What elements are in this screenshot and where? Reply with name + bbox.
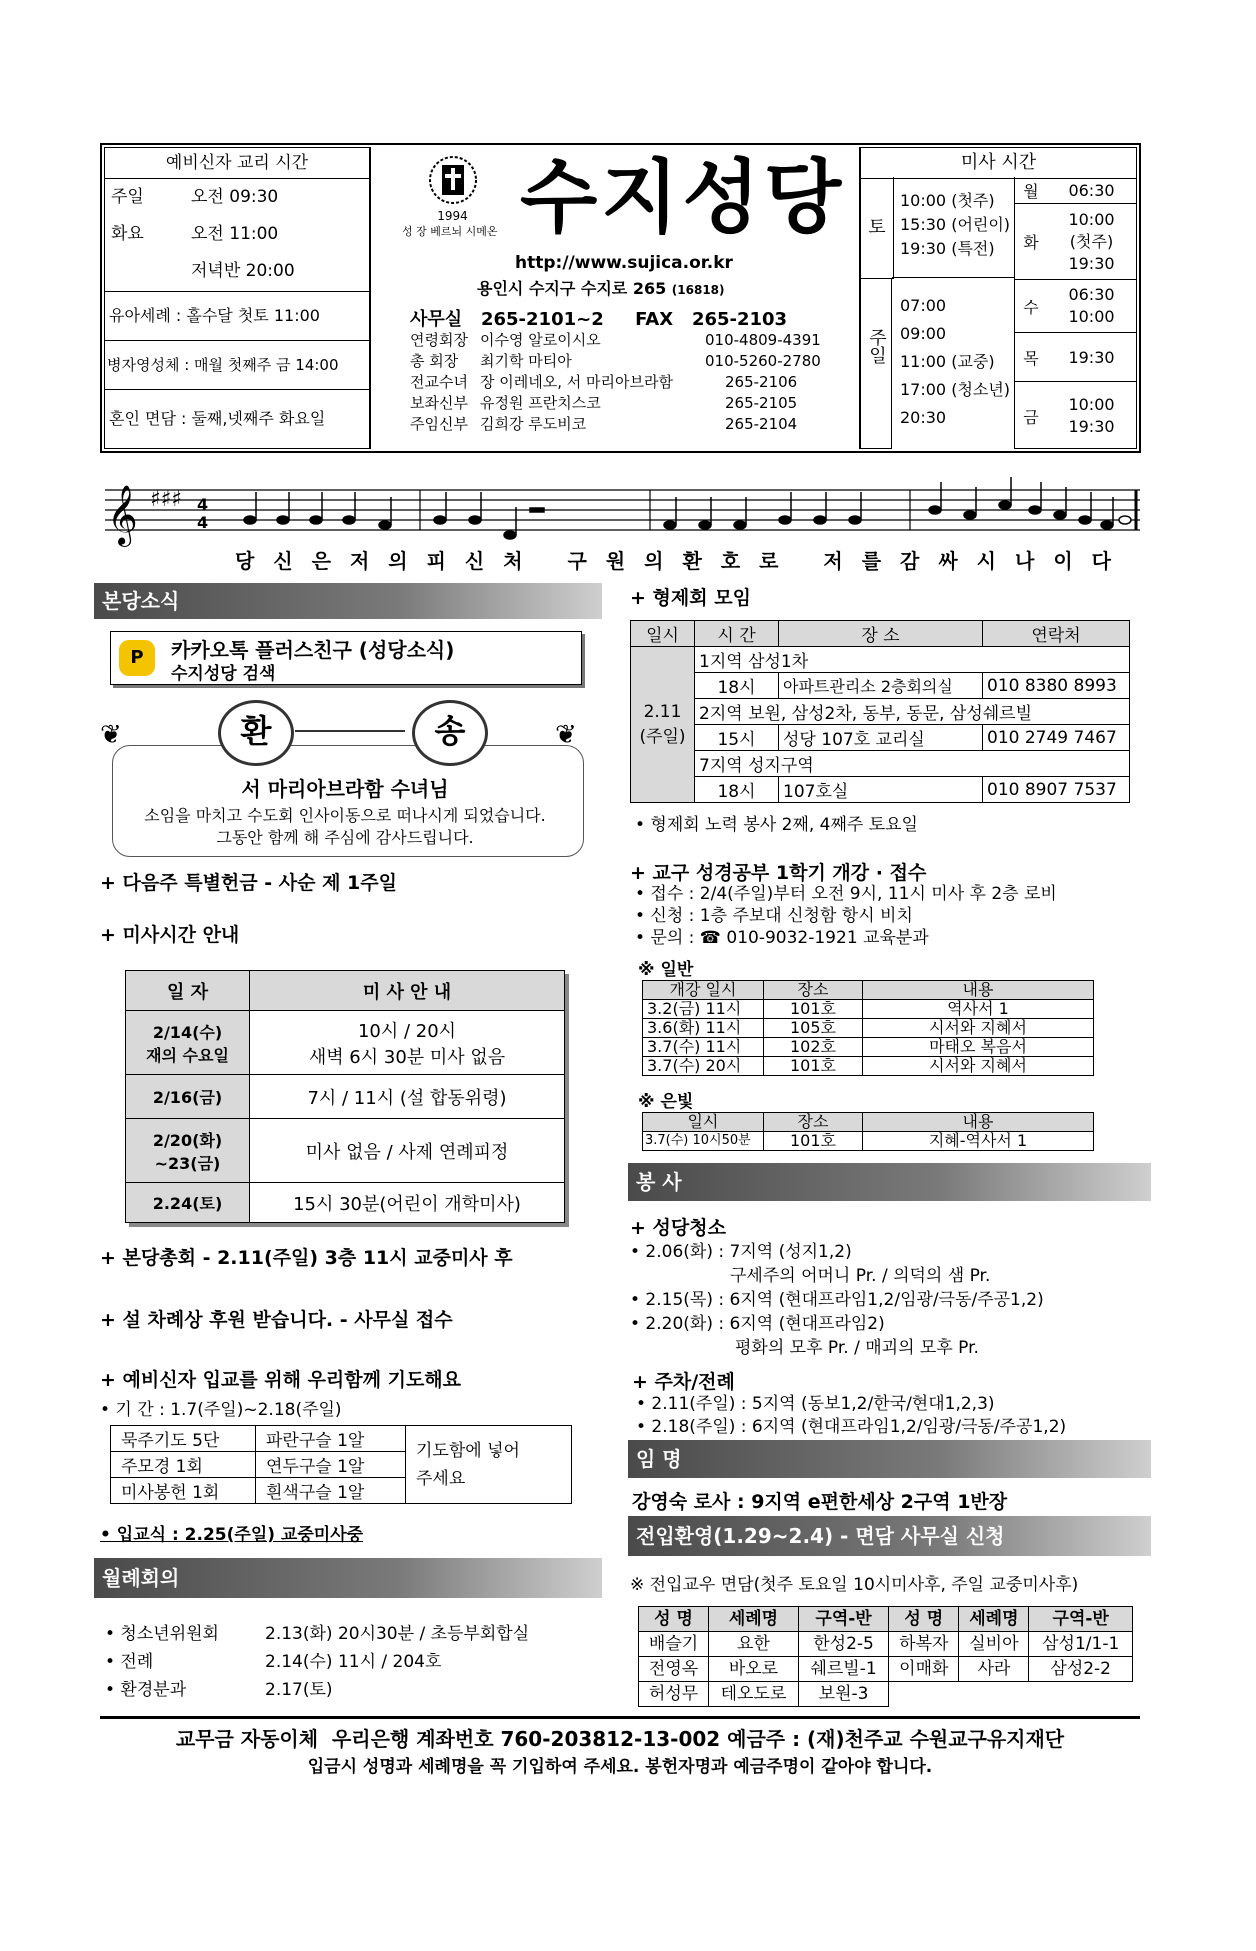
cleaning-item: • 2.15(목) : 6지역 (현대프라임1,2/임광/극동/주공1,2)	[630, 1290, 1044, 1310]
welcome-cell: 테오도로	[709, 1682, 799, 1707]
staff-phone: 010-4809-4391	[705, 331, 821, 349]
weekday-time: 19:30	[1068, 417, 1115, 436]
monthly-name: • 환경분과	[105, 1680, 187, 1700]
silver-class-label: ※ 은빛	[638, 1092, 694, 1112]
sunday-label-text: 주일	[866, 328, 887, 364]
appointment-text: 강영숙 로사 : 9지역 e편한세상 2구역 1반장	[632, 1491, 1008, 1513]
notice-info: 7시 / 11시 (설 합동위령)	[250, 1075, 565, 1119]
prayer-note-line: 주세요	[416, 1468, 466, 1489]
class-content: 시서와 지혜서	[863, 1057, 1094, 1076]
catechism-title: 예비신자 교리 시간	[104, 147, 370, 179]
table-header: 장소	[764, 1113, 863, 1132]
brothers-phone: 010 8907 7537	[983, 777, 1130, 803]
mass-time-title: 미사 시간	[860, 147, 1137, 179]
notice-info: 15시 30분(어린이 개학미사)	[250, 1183, 565, 1223]
bible-info-line: • 신청 : 1층 주보대 신청함 항시 비치	[635, 906, 913, 926]
prayer-bead: 파란구슬 1알	[256, 1426, 406, 1452]
office-phone: 265-2101~2	[480, 309, 604, 330]
section-header-news: 본당소식	[94, 583, 602, 619]
class-date: 3.7(수) 10시50분	[643, 1132, 764, 1151]
fax-number: 265-2103	[691, 309, 788, 330]
notice-info: 미사 없음 / 사제 연례피정	[250, 1119, 565, 1183]
farewell-right-word: 송	[434, 712, 466, 750]
table-header: 개강 일시	[643, 981, 764, 1000]
welcome-cell: 보원-3	[798, 1682, 888, 1707]
welcome-table	[638, 1606, 1133, 1707]
section-header-service: 봉 사	[628, 1163, 1151, 1201]
weekday-time: 10:00	[1068, 209, 1115, 229]
welcome-cell: 요한	[709, 1632, 799, 1657]
welcome-cell: 사라	[959, 1657, 1029, 1682]
footer-account: 교무금 자동이체 우리은행 계좌번호 760-203812-13-002 예금주 : (재)천주교 수원교구유지재단	[175, 1727, 1065, 1751]
church-box-border	[370, 147, 860, 449]
prayer-table	[110, 1425, 572, 1504]
table-header: 일시	[631, 621, 695, 647]
table-header: 장소	[764, 981, 863, 1000]
table-header: 구역-반	[798, 1607, 888, 1632]
bible-info-line: • 접수 : 2/4(주일)부터 오전 9시, 11시 미사 후 2층 로비	[635, 884, 1057, 904]
table-header: 내용	[863, 1113, 1094, 1132]
cleaning-title: + 성당청소	[630, 1217, 726, 1239]
sun-mass-time: 09:00	[900, 324, 947, 343]
svg-text:𝄞: 𝄞	[107, 485, 138, 545]
welcome-cell: 전영옥	[639, 1657, 709, 1682]
silver-class-table	[642, 1112, 1094, 1151]
welcome-cell: 삼성2-2	[1029, 1657, 1133, 1682]
mass-notice-title: + 미사시간 안내	[100, 924, 240, 946]
cleaning-item: • 2.06(화) : 7지역 (성지1,2)	[630, 1242, 852, 1262]
parking-title: + 주차/전례	[632, 1371, 735, 1393]
welcome-cell: 쉐르빌-1	[798, 1657, 888, 1682]
ribbon-left-icon: ❦	[100, 720, 122, 750]
staff-role: 보좌신부	[410, 394, 468, 412]
class-content: 역사서 1	[863, 1000, 1094, 1019]
brothers-date	[631, 647, 695, 803]
sunday-label	[860, 278, 892, 449]
weekday-time: 06:30	[1068, 180, 1115, 200]
office-label: 사무실	[410, 309, 463, 330]
staff-name: 최기학 마티아	[480, 352, 572, 370]
svg-text:4: 4	[197, 513, 209, 532]
prayer-note-line: 기도함에 넣어	[416, 1440, 520, 1461]
notice-date: 2.24(토)	[126, 1183, 250, 1223]
farewell-left-word: 환	[240, 712, 272, 750]
brothers-date-line: 2.11	[643, 702, 682, 722]
weekday-time: 10:00	[1068, 395, 1115, 414]
parking-list	[636, 1393, 1066, 1439]
brothers-region: 1지역 삼성1차	[695, 647, 1130, 673]
class-room: 105호	[764, 1019, 863, 1038]
ribbon-right-icon: ❦	[555, 720, 577, 750]
brothers-table	[630, 620, 1130, 803]
welcome-cell: 배슬기	[639, 1632, 709, 1657]
prayer-bead: 흰색구슬 1알	[256, 1478, 406, 1504]
sun-mass-time: 17:00 (청소년)	[900, 380, 1011, 399]
staff-name: 이수영 알로이시오	[480, 331, 601, 349]
staff-phone: 265-2104	[725, 415, 798, 433]
church-name: 수지성당	[520, 151, 846, 244]
farewell-card	[100, 700, 590, 860]
prayer-title: + 예비신자 입교를 위해 우리함께 기도해요	[100, 1369, 462, 1391]
table-header: 구역-반	[1029, 1607, 1133, 1632]
brothers-time: 15시	[695, 725, 779, 751]
brothers-region: 7지역 성지구역	[695, 751, 1130, 777]
kakao-box	[110, 631, 582, 685]
wreath-right-icon	[412, 700, 488, 766]
brothers-time: 18시	[695, 777, 779, 803]
sat-mass-time: 10:00 (첫주)	[900, 191, 995, 210]
class-date: 3.2(금) 11시	[643, 1000, 764, 1019]
notice-date: 2/16(금)	[126, 1075, 250, 1119]
welcome-cell: 허성무	[639, 1682, 709, 1707]
staff-phone: 265-2105	[725, 394, 798, 412]
bible-study-title: + 교구 성경공부 1학기 개강 · 접수	[630, 862, 927, 884]
sat-mass-time: 15:30 (어린이)	[900, 215, 1011, 234]
kakao-title: 카카오톡 플러스친구 (성당소식)	[171, 638, 455, 662]
notice-info	[250, 1011, 565, 1075]
class-content: 시서와 지혜서	[863, 1019, 1094, 1038]
welcome-cell: 삼성1/1-1	[1029, 1632, 1133, 1657]
table-header: 미 사 안 내	[250, 971, 565, 1011]
cleaning-sub: 평화의 모후 Pr. / 매괴의 모후 Pr.	[735, 1338, 979, 1358]
kakao-plus-icon: P	[119, 640, 155, 676]
monthly-info: 2.13(화) 20시30분 / 초등부회합실	[265, 1624, 530, 1644]
saturday-label: 토	[860, 177, 894, 279]
section-header-welcome: 전입환영(1.29~2.4) - 면담 사무실 신청	[628, 1516, 1151, 1556]
brothers-place: 107호실	[779, 777, 983, 803]
table-header: 세례명	[709, 1607, 799, 1632]
marriage-interview: 혼인 면담 : 둘째,넷째주 화요일	[104, 390, 370, 449]
weekday-time: 10:00	[1068, 307, 1115, 326]
catechism-day: 주일	[111, 187, 144, 207]
staff-role: 주임신부	[410, 415, 468, 433]
farewell-message: 소임을 마치고 수도회 인사이동으로 떠나시게 되었습니다.	[144, 806, 546, 825]
wreath-left-icon	[218, 700, 294, 766]
weekday-label: 화	[1023, 233, 1039, 252]
weekday-time: 19:30	[1068, 347, 1115, 367]
weekday-time: 06:30	[1068, 285, 1115, 304]
seollal-support: + 설 차례상 후원 받습니다. - 사무실 접수	[100, 1309, 453, 1331]
section-header-appointment: 임 명	[628, 1440, 1151, 1478]
sick-communion: 병자영성체 : 매월 첫째주 금 14:00	[104, 341, 370, 390]
prayer-bead: 연두구슬 1알	[256, 1452, 406, 1478]
brothers-region: 2지역 보원, 삼성2차, 동부, 동문, 삼성쉐르빌	[695, 699, 1130, 725]
brothers-title: + 형제회 모임	[630, 587, 751, 609]
farewell-name: 서 마리아브라함 수녀님	[241, 777, 449, 801]
staff-phone: 010-5260-2780	[705, 352, 821, 370]
brothers-time: 18시	[695, 673, 779, 699]
weekday-label: 목	[1023, 348, 1039, 368]
table-header: 장 소	[779, 621, 983, 647]
brothers-place: 아파트관리소 2층회의실	[779, 673, 983, 699]
staff-name: 유정원 프란치스코	[480, 394, 601, 412]
zip-code: (16818)	[671, 283, 725, 297]
weekday-label: 수	[1023, 297, 1039, 317]
bible-study-info	[635, 883, 1057, 949]
notice-info-line: 10시 / 20시	[357, 1020, 457, 1042]
bible-info-line: • 문의 : ☎ 010-9032-1921 교육분과	[635, 928, 929, 948]
cleaning-list	[630, 1240, 1044, 1360]
catechism-day: 화요	[111, 224, 144, 244]
sun-mass-time: 11:00 (교중)	[900, 352, 995, 371]
entry-ceremony: • 입교식 : 2.25(주일) 교중미사중	[100, 1525, 364, 1545]
address-text: 용인시 수지구 수지로 265	[477, 279, 667, 298]
svg-text:♯♯♯: ♯♯♯	[150, 487, 182, 512]
welcome-cell: 하복자	[889, 1632, 959, 1657]
general-class-label: ※ 일반	[638, 960, 694, 980]
sun-mass-time: 07:00	[900, 296, 947, 315]
staff-role: 총 회장	[410, 352, 459, 370]
church-url: http://www.sujica.or.kr	[515, 253, 733, 273]
farewell-message: 그동안 함께 해 주심에 감사드립니다.	[216, 828, 474, 847]
prayer-item: 주모경 1회	[111, 1452, 256, 1478]
welcome-cell: 이매화	[889, 1657, 959, 1682]
farewell-divider	[295, 730, 405, 732]
prayer-note	[406, 1426, 572, 1504]
monthly-list	[105, 1620, 529, 1704]
table-header: 내용	[863, 981, 1094, 1000]
staff-phone: 265-2106	[725, 373, 798, 391]
table-header: 성 명	[639, 1607, 709, 1632]
notice-date-line: 2/14(수)	[152, 1022, 223, 1042]
table-header: 성 명	[889, 1607, 959, 1632]
sat-mass-time: 19:30 (특전)	[900, 239, 995, 258]
table-header: 일시	[643, 1113, 764, 1132]
brothers-phone: 010 2749 7467	[983, 725, 1130, 751]
catechism-time: 오전 11:00	[191, 224, 279, 244]
cleaning-item: • 2.20(화) : 6지역 (현대프라임2)	[630, 1314, 885, 1334]
general-meeting: + 본당총회 - 2.11(주일) 3층 11시 교중미사 후	[100, 1247, 513, 1269]
prayer-item: 묵주기도 5단	[111, 1426, 256, 1452]
welcome-cell: 바오로	[709, 1657, 799, 1682]
welcome-note: ※ 전입교우 면담(첫주 토요일 10시미사후, 주일 교중미사후)	[630, 1575, 1079, 1595]
class-date: 3.7(수) 20시	[643, 1057, 764, 1076]
parking-item: • 2.11(주일) : 5지역 (동보1,2/한국/현대1,2,3)	[636, 1394, 995, 1414]
weekday-time: (첫주)	[1069, 231, 1114, 251]
weekday-label: 금	[1023, 407, 1039, 427]
class-room: 101호	[764, 1000, 863, 1019]
notice-date-line: ~23(금)	[154, 1153, 221, 1173]
weekday-time: 19:30	[1068, 253, 1115, 273]
staff-role: 연령회장	[410, 331, 468, 349]
table-header: 일 자	[126, 971, 250, 1011]
monthly-info: 2.14(수) 11시 / 204호	[265, 1652, 442, 1672]
class-content: 지혜-역사서 1	[863, 1132, 1094, 1151]
mass-time-box	[860, 147, 1137, 449]
class-room: 102호	[764, 1038, 863, 1057]
class-content: 마태오 복음서	[863, 1038, 1094, 1057]
kakao-subtitle: 수지성당 검색	[171, 664, 276, 684]
catechism-box	[104, 147, 370, 449]
patron-saint: 성 장 베르뇌 시메온	[402, 225, 498, 238]
monthly-name: • 전례	[105, 1652, 154, 1672]
catechism-time: 오전 09:30	[191, 187, 279, 207]
prayer-item: 미사봉헌 1회	[111, 1478, 256, 1504]
brothers-phone: 010 8380 8993	[983, 673, 1130, 699]
notice-date	[126, 1119, 250, 1183]
music-staff	[95, 470, 1145, 550]
svg-text:4: 4	[197, 495, 209, 514]
fax-label: FAX	[635, 309, 674, 330]
class-room: 101호	[764, 1057, 863, 1076]
prayer-period: • 기 간 : 1.7(주일)~2.18(주일)	[100, 1400, 342, 1420]
monthly-name: • 청소년위원회	[105, 1624, 219, 1644]
class-date: 3.7(수) 11시	[643, 1038, 764, 1057]
catechism-time: 저녁반 20:00	[191, 261, 295, 281]
parking-item: • 2.18(주일) : 6지역 (현대프라임1,2/임광/극동/주공1,2)	[636, 1417, 1067, 1437]
welcome-cell: 실비아	[959, 1632, 1029, 1657]
monthly-info: 2.17(토)	[265, 1680, 333, 1700]
staff-role: 전교수녀	[410, 373, 468, 391]
welcome-cell: 한성2-5	[798, 1632, 888, 1657]
class-room: 101호	[764, 1132, 863, 1151]
notice-date-line: 2/20(화)	[152, 1130, 223, 1150]
mass-notice-table	[125, 970, 565, 1223]
notice-date-line: 재의 수요일	[146, 1045, 229, 1065]
notice-date	[126, 1011, 250, 1075]
hymn-lyrics: 당신은저의피신처 구원의환호로 저를감싸시나이다	[235, 549, 1130, 573]
weekday-label: 월	[1023, 181, 1039, 201]
staff-name: 김희강 루도비코	[480, 415, 587, 433]
footer-divider	[100, 1716, 1140, 1719]
special-offering: + 다음주 특별헌금 - 사순 제 1주일	[100, 872, 397, 894]
brothers-place: 성당 107호 교리실	[779, 725, 983, 751]
section-header-monthly: 월례회의	[94, 1558, 602, 1598]
table-header: 시 간	[695, 621, 779, 647]
table-header: 연락처	[983, 621, 1130, 647]
footer-note: 입금시 성명과 세례명을 꼭 기입하여 주세요. 봉헌자명과 예금주명이 같아야 합니다.	[307, 1757, 933, 1777]
table-header: 세례명	[959, 1607, 1029, 1632]
notice-info-line: 새벽 6시 30분 미사 없음	[308, 1046, 506, 1068]
staff-name: 장 이레네오, 서 마리아브라함	[480, 373, 673, 391]
infant-baptism: 유아세례 : 홀수달 첫토 11:00	[104, 292, 370, 341]
cleaning-sub: 구세주의 어머니 Pr. / 의덕의 샘 Pr.	[730, 1266, 991, 1286]
general-class-table	[642, 980, 1094, 1076]
sun-mass-time: 20:30	[900, 408, 947, 427]
brothers-date-line: (주일)	[639, 727, 686, 747]
founded-year: 1994	[437, 209, 468, 223]
brothers-note: • 형제회 노력 봉사 2째, 4째주 토요일	[635, 815, 918, 835]
class-date: 3.6(화) 11시	[643, 1019, 764, 1038]
